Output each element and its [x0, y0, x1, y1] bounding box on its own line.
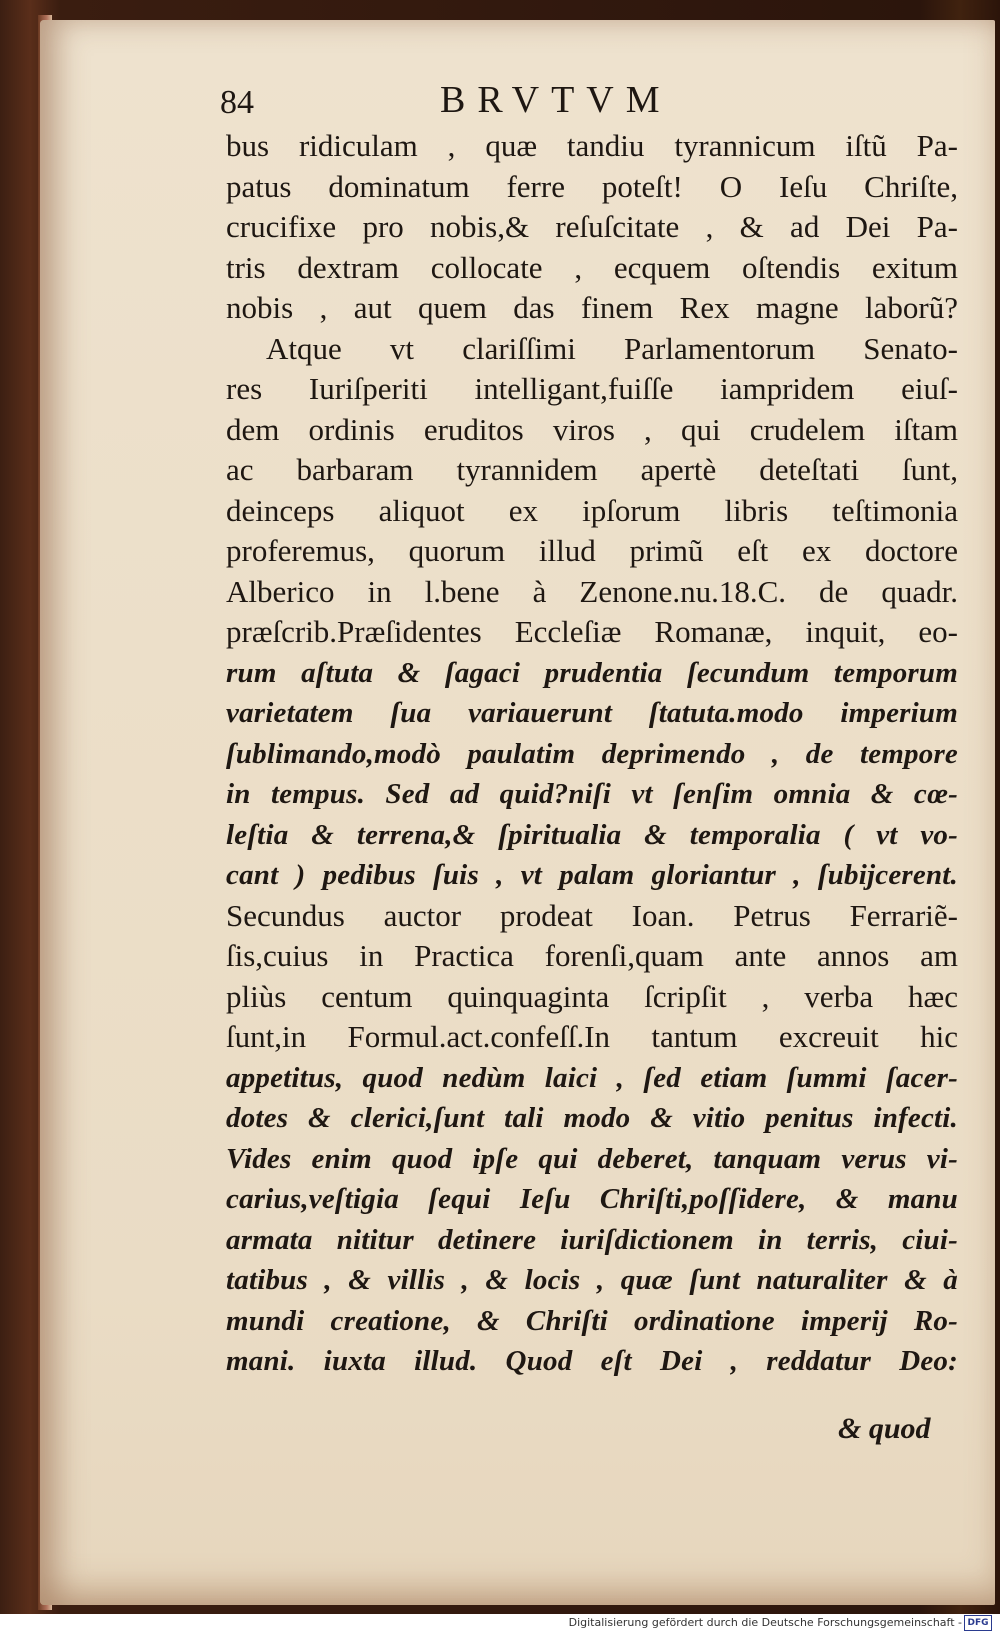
text-line: tris dextram collocate , ecquem oſtendis exitum [226, 249, 958, 285]
text-line: ac barbaram tyrannidem apertè deteſtati ſunt, [226, 452, 958, 487]
text-line: tatibus , & villis , & locis , quæ ſunt naturaliter & à [226, 1264, 958, 1296]
text-line: mundi creatione, & Chriſti ordinatione imperij Ro- [226, 1304, 958, 1337]
text-line: ſunt,in Formul.act.confeſſ.In tantum excreuit hic [226, 1019, 958, 1054]
page-header [220, 74, 940, 124]
text-line: crucifixe pro nobis,& reſuſcitate , & ad Dei Pa- [226, 209, 958, 244]
text-line: varietatem ſua variauerunt ſtatuta.modo imperium [226, 697, 958, 729]
text-line: rum aſtuta & ſagaci prudentia ſecundum temporum [226, 656, 958, 689]
text-line: dem ordinis eruditos viros , qui crudelem iſtam [226, 411, 958, 447]
running-title: BRVTVM [440, 79, 672, 121]
text-line: Atque vt clariſſimi Parlamentorum Senato- [266, 330, 958, 366]
text-line: Alberico in l.bene à Zenone.nu.18.C. de quadr. [226, 573, 958, 609]
text-line: Vides enim quod ipſe qui deberet, tanquam verus vi- [226, 1142, 958, 1175]
text-line: proferemus, quorum illud primũ eſt ex doctore [226, 533, 958, 568]
text-line: appetitus, quod nedùm laici , ſed etiam ſummi ſacer- [226, 1061, 958, 1094]
text-line: mani. iuxta illud. Quod eſt Dei , reddatur Deo: [226, 1345, 958, 1377]
page-number: 84 [220, 84, 254, 121]
text-line: leſtia & terrena,& ſpiritualia & temporalia ( vt vo- [226, 818, 958, 851]
text-line: armata nititur detinere iuriſdictionem in terris, ciui- [226, 1223, 958, 1256]
text-line: Secundus auctor prodeat Ioan. Petrus Ferrariẽ- [226, 897, 958, 933]
digitization-credit: Digitalisierung gefördert durch die Deutsche Forschungsgemeinschaft - [568, 1616, 962, 1629]
catchword: & quod [838, 1412, 931, 1445]
text-line: res Iuriſperiti intelligant,fuiſſe iampridem eiuſ- [226, 371, 958, 406]
text-line: præſcrib.Præſidentes Eccleſiæ Romanæ, inquit, eo- [226, 614, 958, 649]
text-line: deinceps aliquot ex ipſorum libris teſtimonia [226, 492, 958, 528]
text-line: ſis,cuius in Practica forenſi,quam ante annos am [226, 938, 958, 973]
text-line: cant ) pedibus ſuis , vt palam gloriantur , ſubijcerent. [226, 859, 958, 891]
text-line: nobis , aut quem das finem Rex magne laborũ? [226, 290, 958, 325]
text-line: in tempus. Sed ad quid?niſi vt ſenſim omnia & cœ- [226, 778, 958, 810]
text-line: pliùs centum quinquaginta ſcripſit , verba hæc [226, 978, 958, 1014]
text-line: bus ridiculam , quæ tandiu tyrannicum iſtũ Pa- [226, 128, 958, 163]
dfg-logo-icon: DFG [964, 1615, 992, 1631]
text-line: patus dominatum ferre poteſt! O Ieſu Chriſte, [226, 168, 958, 204]
text-line: ſublimando,modò paulatim deprimendo , de tempore [226, 737, 958, 770]
text-line: carius,veſtigia ſequi Ieſu Chriſti,poſſidere, & manu [226, 1183, 958, 1215]
body-text [226, 126, 958, 1382]
text-line: dotes & clerici,ſunt tali modo & vitio penitus infecti. [226, 1102, 958, 1134]
